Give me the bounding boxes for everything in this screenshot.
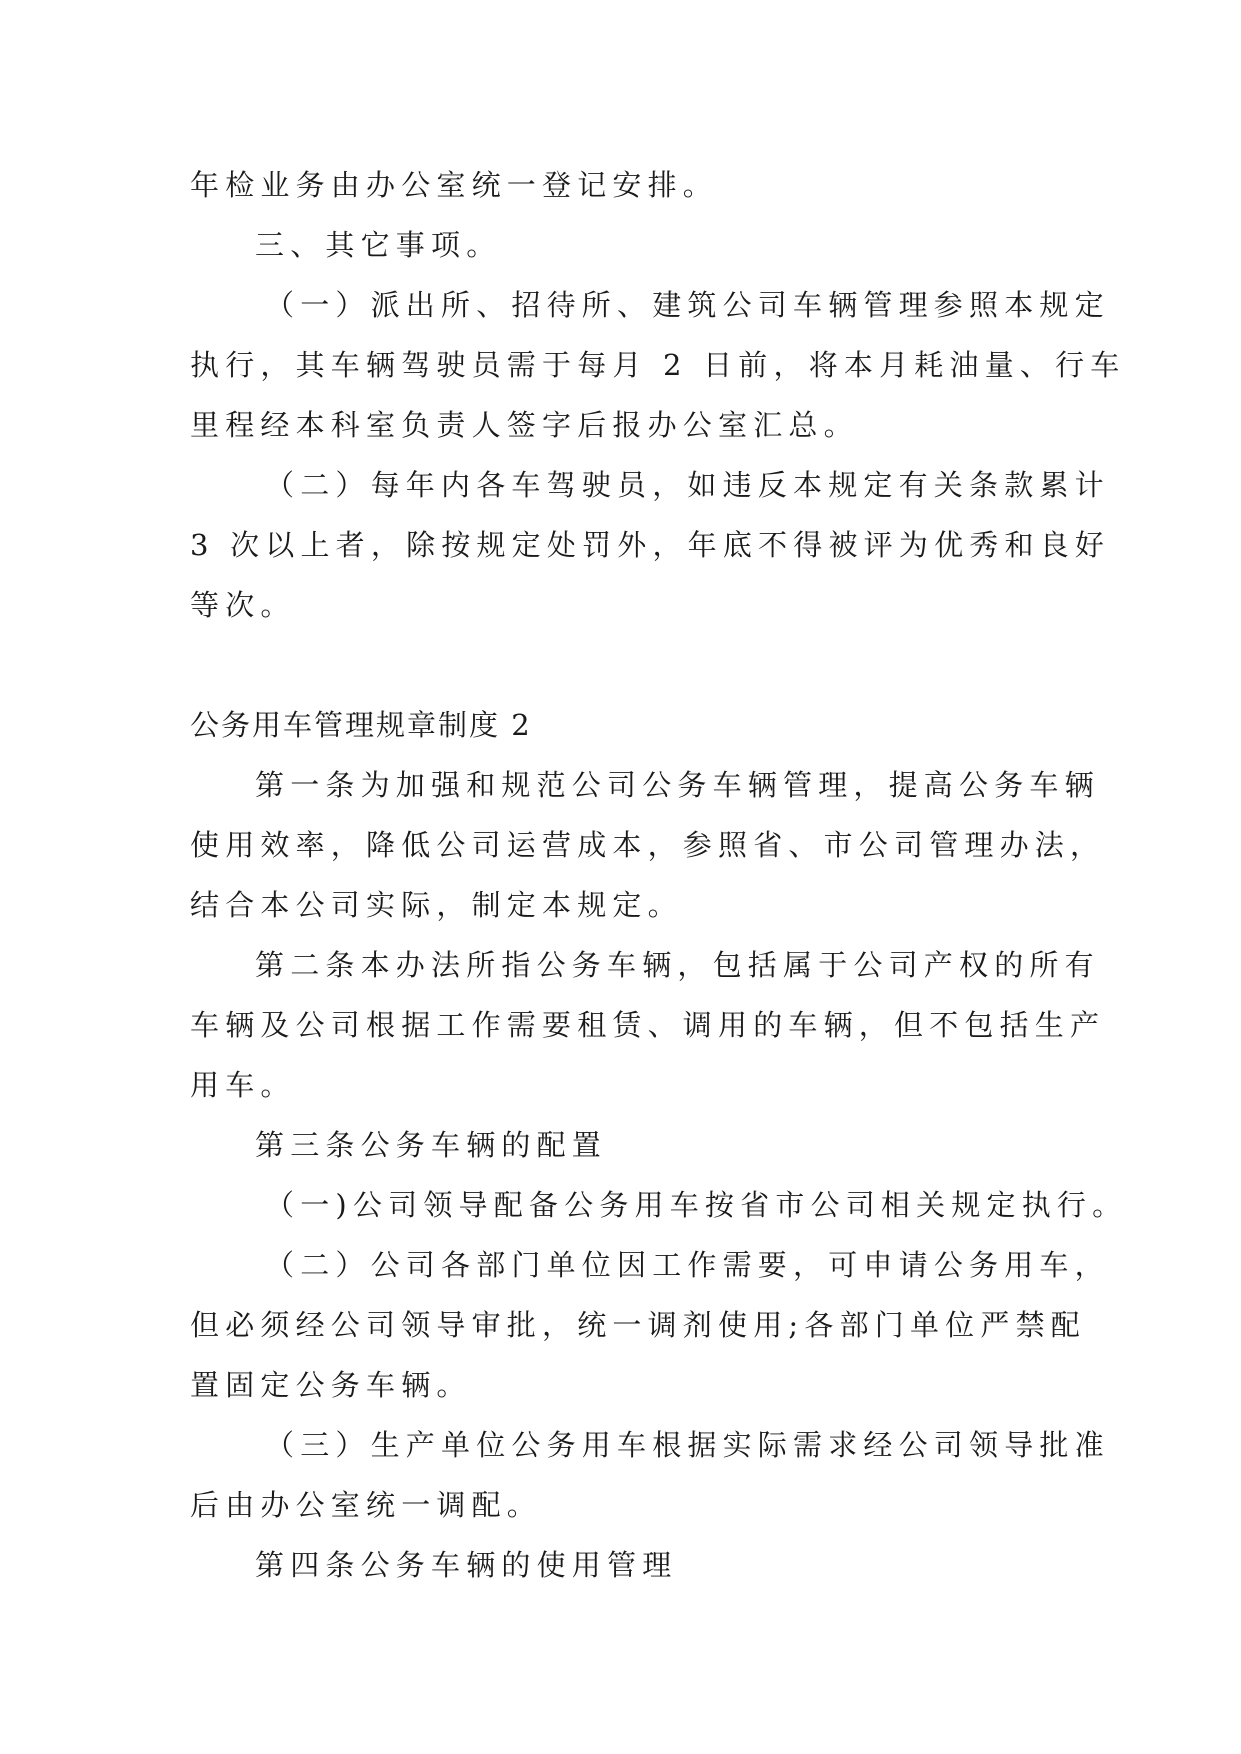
body-text-line: （三）生产单位公务用车根据实际需求经公司领导批准 xyxy=(265,1428,1110,1462)
article-heading: 第三条公务车辆的配置 xyxy=(255,1128,608,1162)
body-text-line: 第一条为加强和规范公司公务车辆管理，提高公务车辆 xyxy=(255,768,1100,802)
body-text-line: 等次。 xyxy=(190,588,296,622)
body-text-line: 执行，其车辆驾驶员需于每月 2 日前，将本月耗油量、行车 xyxy=(190,348,1126,382)
body-text-line: （二）公司各部门单位因工作需要，可申请公务用车， xyxy=(265,1248,1110,1282)
body-text-line: 置固定公务车辆。 xyxy=(190,1368,472,1402)
body-text-line: （二）每年内各车驾驶员，如违反本规定有关条款累计 xyxy=(265,468,1110,502)
body-text-line: 结合本公司实际，制定本规定。 xyxy=(190,888,683,922)
body-text-line: 用车。 xyxy=(190,1068,296,1102)
body-text-line: 第二条本办法所指公务车辆，包括属于公司产权的所有 xyxy=(255,948,1100,982)
body-text-line: （一)公司领导配备公务用车按省市公司相关规定执行。 xyxy=(265,1188,1128,1222)
body-text-line: 后由办公室统一调配。 xyxy=(190,1488,543,1522)
document-title: 公务用车管理规章制度 2 xyxy=(190,708,532,742)
section-heading: 三、其它事项。 xyxy=(255,228,502,262)
body-text-line: 里程经本科室负责人签字后报办公室汇总。 xyxy=(190,408,859,442)
body-text-line: （一）派出所、招待所、建筑公司车辆管理参照本规定 xyxy=(265,288,1110,322)
body-text-line: 3 次以上者，除按规定处罚外，年底不得被评为优秀和良好 xyxy=(190,528,1111,562)
body-text-line: 年检业务由办公室统一登记安排。 xyxy=(190,168,719,202)
article-heading: 第四条公务车辆的使用管理 xyxy=(255,1548,678,1582)
body-text-line: 但必须经公司领导审批，统一调剂使用;各部门单位严禁配 xyxy=(190,1308,1086,1342)
body-text-line: 使用效率，降低公司运营成本，参照省、市公司管理办法， xyxy=(190,828,1106,862)
body-text-line: 车辆及公司根据工作需要租赁、调用的车辆，但不包括生产 xyxy=(190,1008,1106,1042)
